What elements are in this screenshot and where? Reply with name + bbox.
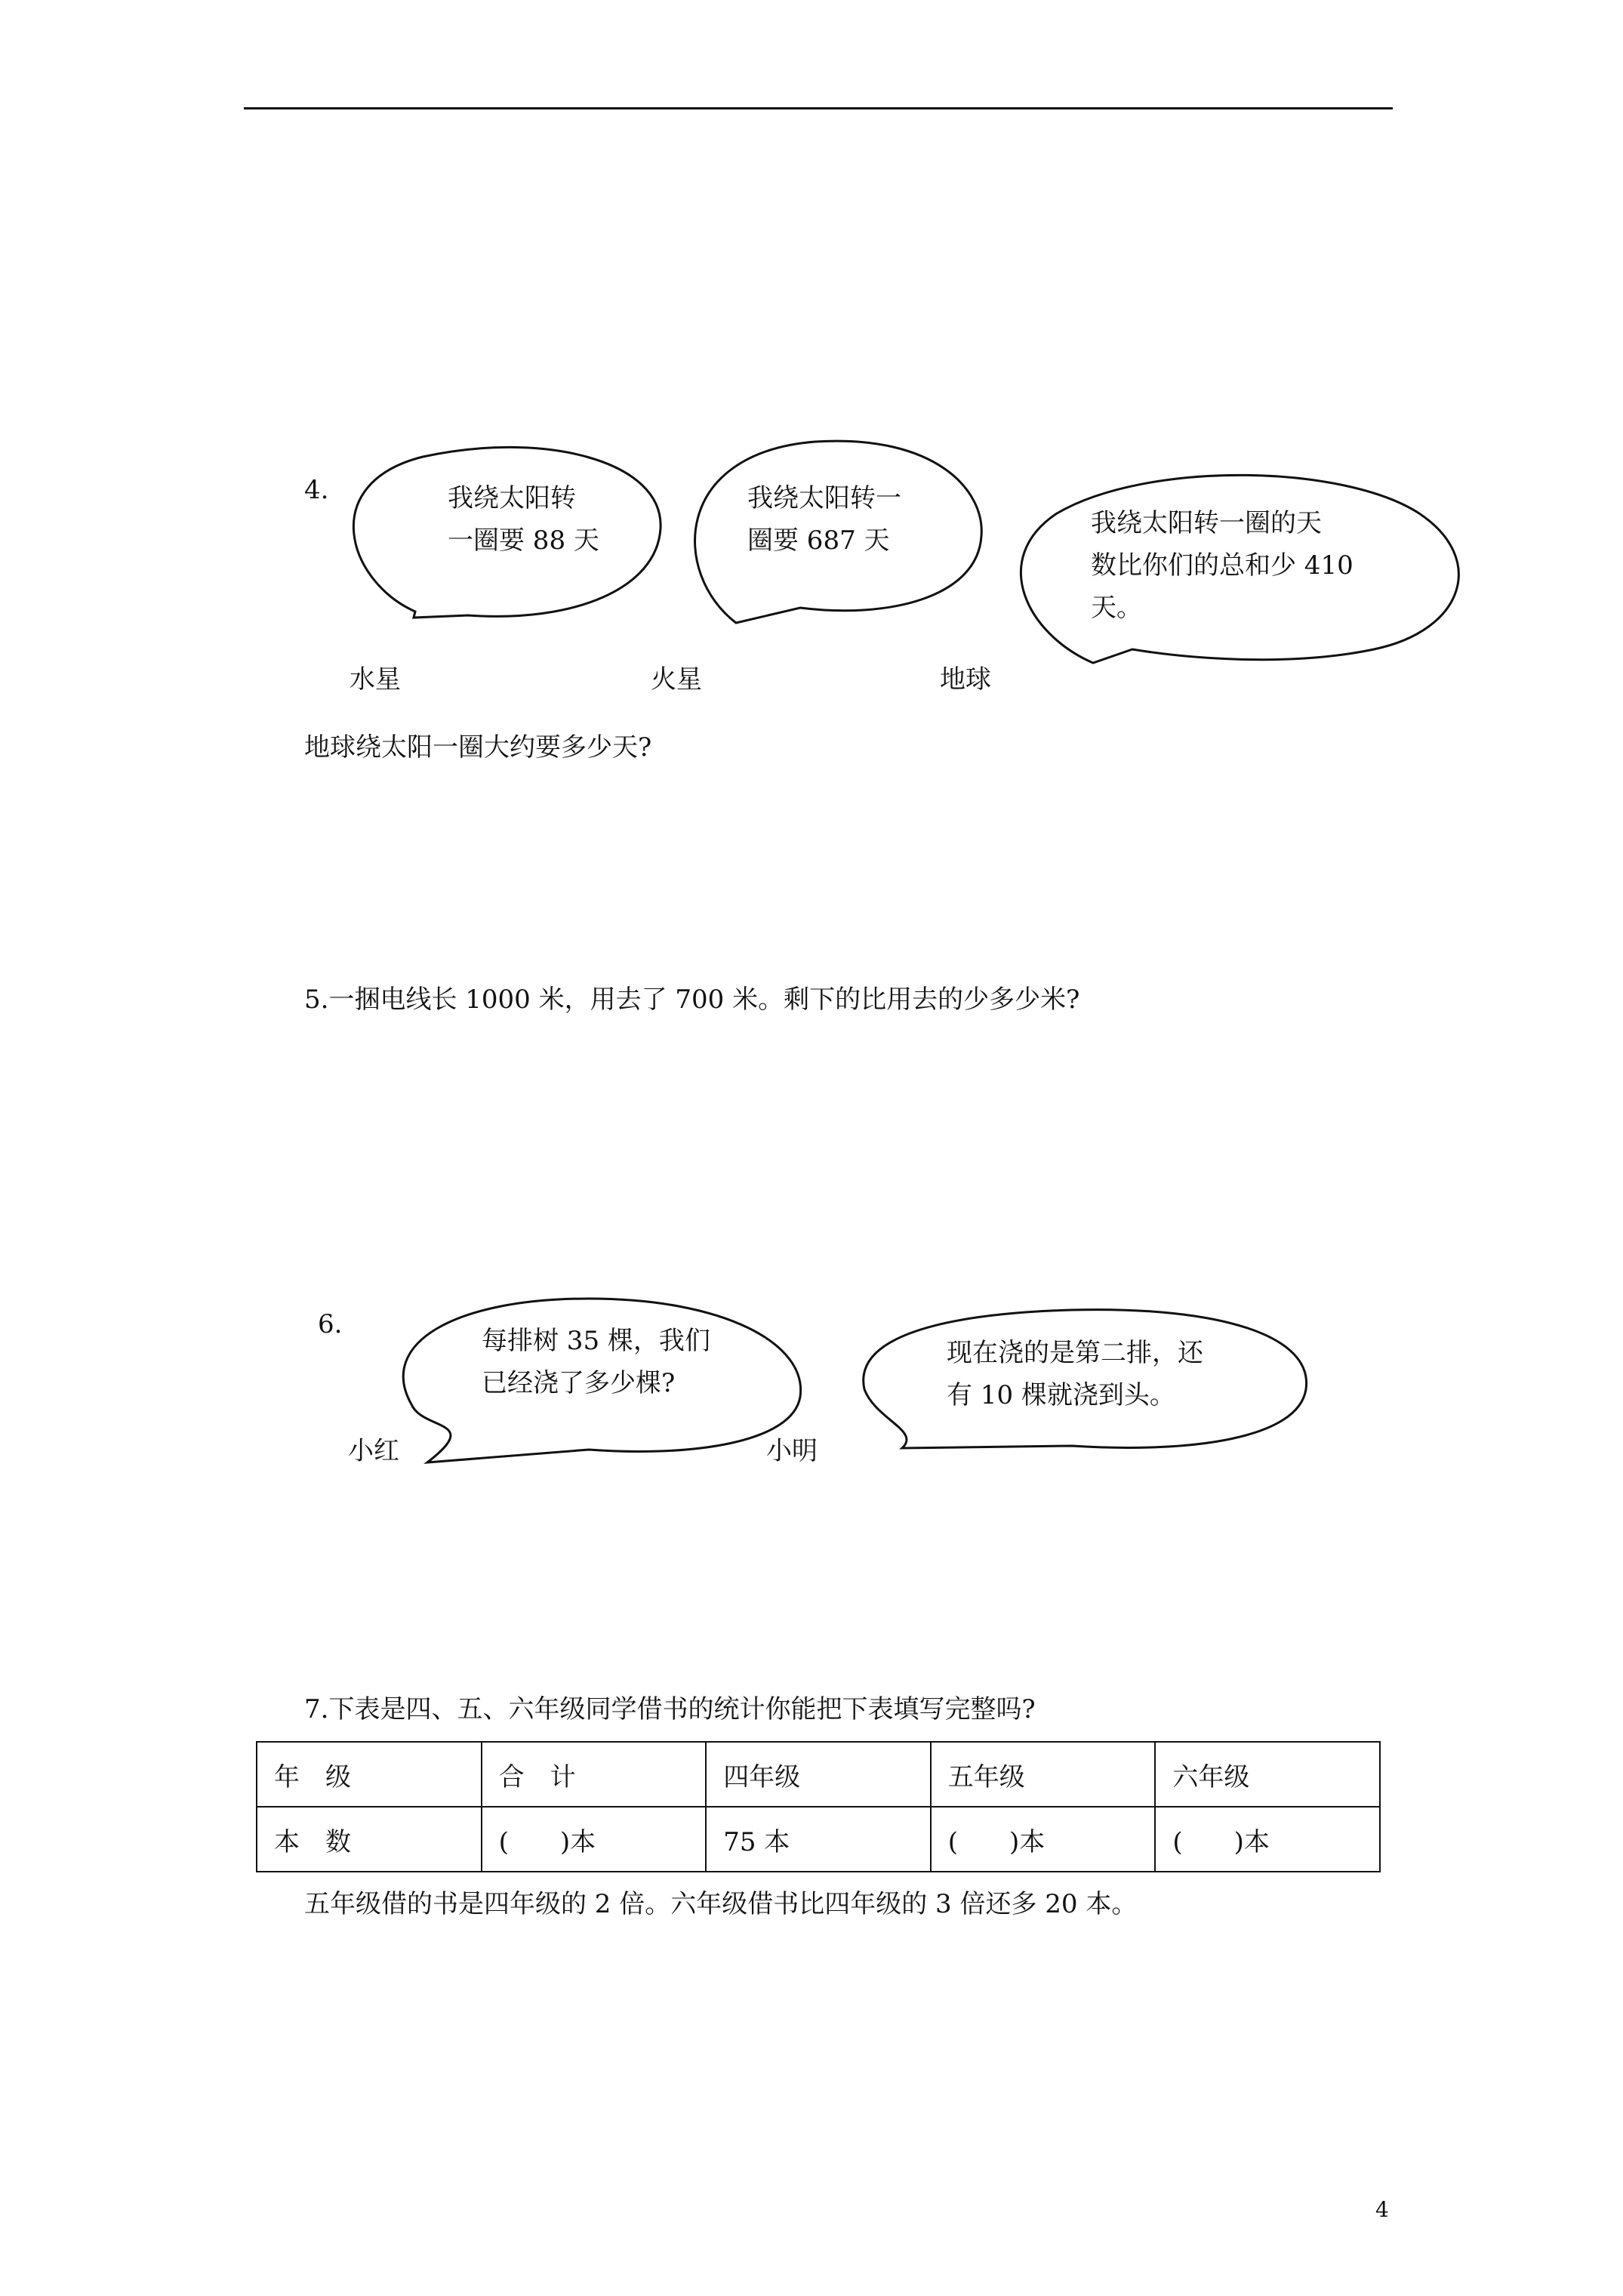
q4-number: 4. xyxy=(304,475,329,505)
earth-bubble-line-1: 我绕太阳转一圈的天 xyxy=(1091,508,1322,538)
xiaoming-bubble-text xyxy=(947,1332,1203,1416)
label-mars: 火星 xyxy=(651,664,702,695)
table-cell: ( )本 xyxy=(931,1807,1156,1872)
table-cell: ( )本 xyxy=(1155,1807,1380,1872)
table-cell: 五年级 xyxy=(931,1742,1156,1807)
table-row xyxy=(257,1807,1380,1872)
table-cell: 四年级 xyxy=(706,1742,931,1807)
xiaoming-bubble-line-1: 现在浇的是第二排，还 xyxy=(947,1338,1203,1368)
q7-title: 7.下表是四、五、六年级同学借书的统计你能把下表填写完整吗? xyxy=(304,1694,1036,1724)
table-cell: 本 数 xyxy=(257,1807,482,1872)
xiaohong-bubble-line-2: 已经浇了多少棵? xyxy=(482,1368,676,1398)
mercury-bubble-text xyxy=(448,477,599,562)
table-cell: 合 计 xyxy=(482,1742,707,1807)
mars-bubble-line-2: 圈要 687 天 xyxy=(747,525,890,556)
page-number: 4 xyxy=(1375,2197,1389,2222)
table-cell: ( )本 xyxy=(482,1807,707,1872)
label-mercury: 水星 xyxy=(350,664,401,695)
mars-bubble-text xyxy=(747,477,901,562)
q6-number: 6. xyxy=(318,1309,343,1339)
table-cell: 六年级 xyxy=(1155,1742,1380,1807)
mercury-bubble-line-2: 一圈要 88 天 xyxy=(448,525,599,556)
xiaohong-bubble-text xyxy=(482,1320,710,1404)
q4-question: 地球绕太阳一圈大约要多少天? xyxy=(304,732,652,763)
earth-bubble-text xyxy=(1091,502,1354,629)
table-header-row xyxy=(257,1742,1380,1807)
q7-note: 五年级借的书是四年级的 2 倍。六年级借书比四年级的 3 倍还多 20 本。 xyxy=(304,1889,1138,1919)
xiaohong-bubble-line-1: 每排树 35 棵，我们 xyxy=(482,1326,710,1356)
table-cell: 75 本 xyxy=(706,1807,931,1872)
mars-bubble-line-1: 我绕太阳转一 xyxy=(747,483,901,513)
q5-question: 5.一捆电线长 1000 米，用去了 700 米。剩下的比用去的少多少米? xyxy=(304,985,1080,1015)
label-earth: 地球 xyxy=(940,664,991,695)
earth-bubble-line-2: 数比你们的总和少 410 xyxy=(1091,550,1354,581)
book-stats-table xyxy=(256,1741,1381,1872)
earth-bubble-line-3: 天。 xyxy=(1091,593,1142,623)
label-xiaoming: 小明 xyxy=(766,1436,818,1466)
label-xiaohong: 小红 xyxy=(348,1436,399,1466)
mercury-bubble-line-1: 我绕太阳转 xyxy=(448,483,576,513)
table-cell: 年 级 xyxy=(257,1742,482,1807)
xiaoming-bubble-line-2: 有 10 棵就浇到头。 xyxy=(947,1380,1175,1410)
